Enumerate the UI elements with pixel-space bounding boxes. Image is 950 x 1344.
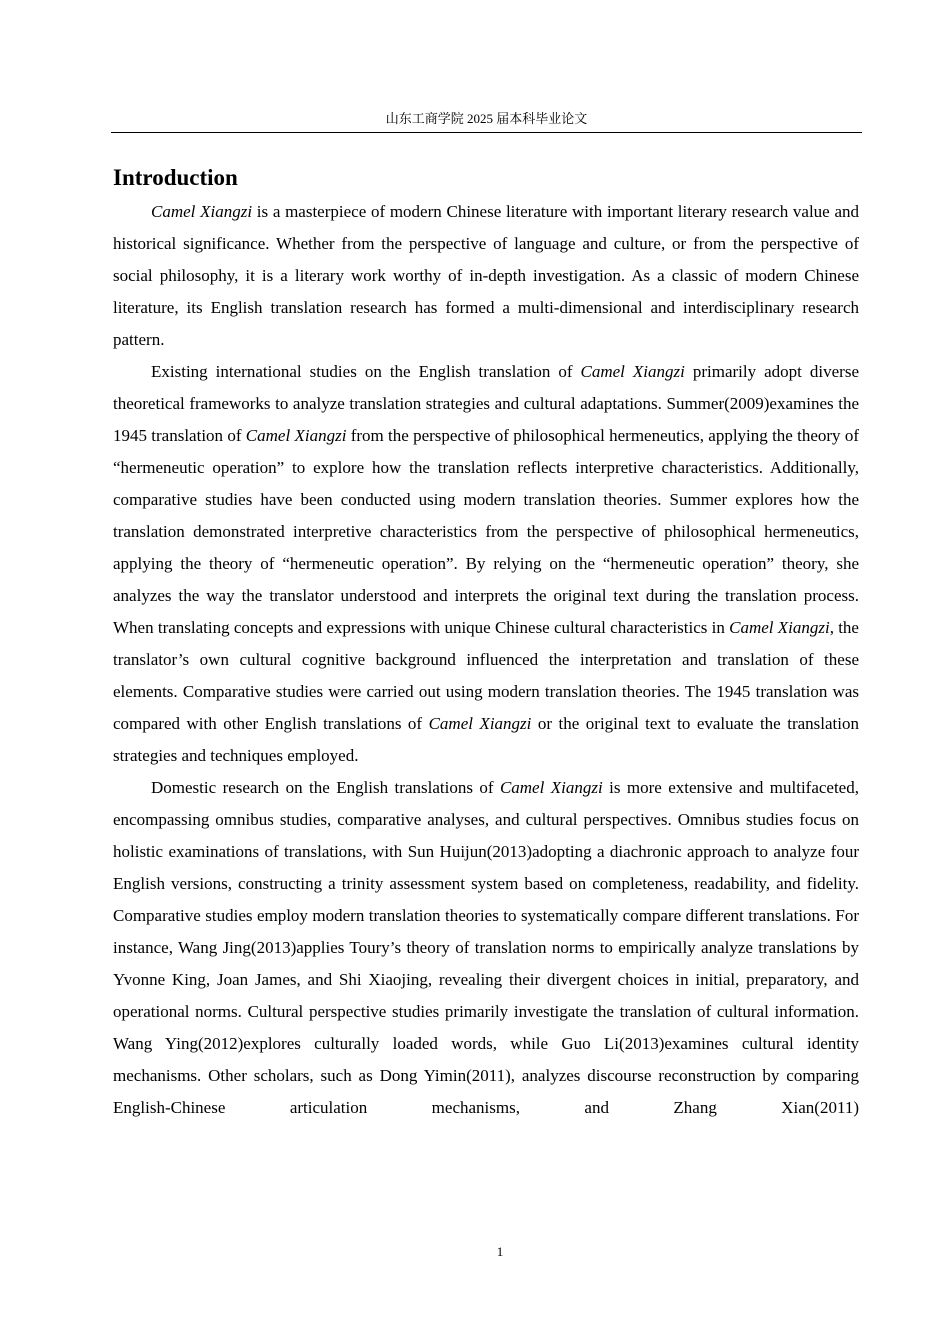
running-header: 山东工商学院 2025 届本科毕业论文	[111, 108, 862, 133]
body-text	[113, 196, 859, 1124]
book-title: Camel Xiangzi	[580, 362, 685, 381]
text-run: is more extensive and multifaceted, encompassing omnibus studies, comparative analyses, and cultural perspectives. Omnibus studies focus on holistic examinations of translations, with Sun Huijun(2013)adopting a diachronic approach to analyze four English versions, constructing a trinity assessment system based on completeness, readability, and fidelity. Comparative studies employ modern translation theories to systematically compare different translations. For instance, Wang Jing(2013)applies Toury’s theory of translation norms to empirically analyze translations by Yvonne King, Joan James, and Shi Xiaojing, revealing their divergent choices in initial, preparatory, and operational norms. Cultural perspective studies primarily investigate the translation of cultural information. Wang Ying(2012)explores culturally loaded words, while Guo Li(2013)examines cultural identity mechanisms. Other scholars, such as Dong Yimin(2011), analyzes discourse reconstruction by comparing English-Chinese articulation mechanisms, and Zhang Xian(2011)	[113, 778, 859, 1117]
text-run: Domestic research on the English translations of	[151, 778, 500, 797]
book-title: Camel Xiangzi	[729, 618, 830, 637]
book-title: Camel Xiangzi	[499, 778, 603, 797]
text-run: , the translator’s own cultural cognitive background influenced the interpretation and translation of these elements. Comparative studies were carried out using modern translation theories. The 1945 translation was compared with other English translations of	[113, 618, 859, 733]
book-title: Camel Xiangzi	[245, 426, 347, 445]
paragraph	[113, 196, 859, 356]
book-title: Camel Xiangzi	[428, 714, 532, 733]
text-run: Existing international studies on the English translation of	[151, 362, 581, 381]
book-title: Camel Xiangzi	[151, 202, 253, 221]
section-title: Introduction	[113, 165, 238, 190]
page-number: 1	[496, 1244, 504, 1259]
text-run: primarily adopt diverse theoretical frameworks to analyze translation strategies and cultural adaptations. Summer(2009)examines the 1945 translation of	[113, 362, 859, 445]
paragraph	[113, 356, 859, 772]
text-run: is a masterpiece of modern Chinese literature with important literary research value and historical significance. Whether from the perspective of language and culture, or from the perspective of social philosophy, it is a literary work worthy of in-depth investigation. As a classic of modern Chinese literature, its English translation research has formed a multi-dimensional and interdisciplinary research pattern.	[113, 202, 859, 349]
text-run: from the perspective of philosophical hermeneutics, applying the theory of “hermeneutic operation” to explore how the translation reflects interpretive characteristics. Additionally, comparative studies have been conducted using modern translation theories. Summer explores how the translation demonstrated interpretive characteristics from the perspective of philosophical hermeneutics, applying the theory of “hermeneutic operation”. By relying on the “hermeneutic operation” theory, she analyzes the way the translator understood and interprets the original text during the translation process. When translating concepts and expressions with unique Chinese cultural characteristics in	[113, 426, 859, 637]
text-run: or the original text to evaluate the translation strategies and techniques employed.	[113, 714, 859, 765]
paragraph	[113, 772, 859, 1124]
